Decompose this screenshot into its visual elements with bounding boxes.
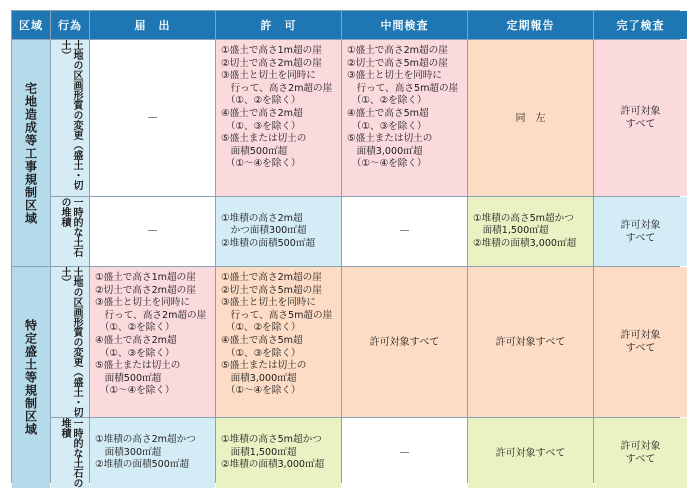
list-line: ②堆積の面積3,000㎡超 bbox=[221, 459, 325, 471]
list-line: ④盛土で高さ2m超 bbox=[221, 107, 303, 119]
header-permit: 許 可 bbox=[216, 11, 341, 39]
r2-land-completion bbox=[594, 267, 687, 417]
act-label-land-2-text: 土地の区画形質の変更（盛土・切土） bbox=[59, 267, 82, 417]
header-act: 行為 bbox=[51, 11, 89, 39]
list-line: ①盛土で高さ2m超の崖 bbox=[221, 272, 322, 283]
list-line: （①、③を除く） bbox=[221, 120, 301, 132]
text-line: すべて bbox=[625, 232, 656, 244]
list-line: ①堆積の高さ2m超 bbox=[221, 212, 303, 224]
list-line: （①～④を除く） bbox=[95, 385, 175, 397]
r1-land-periodic: 同 左 bbox=[468, 40, 593, 196]
list-line: ②切土で高さ2m超の崖 bbox=[95, 284, 196, 296]
act-label-pile bbox=[51, 197, 89, 266]
list-line: 面積3,000㎡超 bbox=[347, 145, 423, 157]
list-line: （①～④を除く） bbox=[347, 158, 427, 170]
list-line: （①、③を除く） bbox=[347, 120, 427, 132]
list-line: ③盛土と切土を同時に bbox=[347, 70, 442, 82]
list-line: ①盛土で高さ2m超の崖 bbox=[347, 45, 448, 56]
act-label-land-text: 土地の区画形質の変更（盛土・切土） bbox=[59, 40, 82, 190]
r2-pile-permit bbox=[216, 418, 341, 488]
text-line: すべて bbox=[625, 454, 656, 465]
list-line: （①～④を除く） bbox=[221, 158, 301, 170]
list-line: （①、③を除く） bbox=[221, 347, 301, 359]
list-line: ①堆積の高さ5m超かつ bbox=[473, 212, 574, 224]
list-line: （①、②を除く） bbox=[221, 322, 301, 334]
list-line: 行って、高さ2m超の崖 bbox=[95, 309, 207, 321]
list-line: （①～④を除く） bbox=[221, 385, 301, 397]
r1-land-interim bbox=[342, 40, 467, 196]
text-line: 許可対象 bbox=[620, 106, 661, 117]
list-line: ③盛土と切土を同時に bbox=[221, 297, 316, 309]
r2-land-interim: 許可対象すべて bbox=[342, 267, 467, 417]
list-line: ④盛土で高さ5m超 bbox=[347, 107, 429, 119]
region-label-residential: 宅地造成等工事規制区域 bbox=[12, 40, 50, 266]
r1-land-notify: － bbox=[90, 40, 215, 196]
list-line: ①堆積の高さ2m超かつ bbox=[95, 434, 196, 446]
text-line: 許可対象 bbox=[620, 330, 661, 341]
list-line: （①、②を除く） bbox=[95, 322, 175, 334]
list-line: 行って、高さ2m超の崖 bbox=[221, 82, 333, 94]
list-line: ②切土で高さ5m超の崖 bbox=[221, 284, 322, 296]
r1-land-permit bbox=[216, 40, 341, 196]
r1-pile-permit bbox=[216, 197, 341, 266]
list-line: 行って、高さ5m超の崖 bbox=[347, 82, 459, 94]
header-completion: 完了検査 bbox=[594, 11, 687, 39]
list-line: 面積3,000㎡超 bbox=[221, 372, 297, 384]
list-line: 面積300㎡超 bbox=[95, 446, 162, 458]
list-line: ⑤盛土または切土の bbox=[347, 133, 433, 145]
list-line: ⑤盛土または切土の bbox=[221, 133, 307, 145]
list-line: ②堆積の面積500㎡超 bbox=[95, 459, 190, 471]
list-line: ④盛土で高さ2m超 bbox=[95, 334, 177, 346]
list-line: 面積1,500㎡超 bbox=[473, 225, 549, 237]
header-notify: 届 出 bbox=[90, 11, 215, 39]
list-line: 面積500㎡超 bbox=[95, 372, 162, 384]
list-line: （①、③を除く） bbox=[95, 347, 175, 359]
list-line: ③盛土と切土を同時に bbox=[95, 297, 190, 309]
r1-pile-periodic bbox=[468, 197, 593, 266]
r2-land-notify bbox=[90, 267, 215, 417]
act-label-pile-2-text: 一時的な土石の堆積 bbox=[59, 418, 82, 488]
r2-pile-notify bbox=[90, 418, 215, 488]
list-line: ⑤盛土または切土の bbox=[221, 360, 307, 372]
r2-land-periodic: 許可対象すべて bbox=[468, 267, 593, 417]
act-label-pile-2 bbox=[51, 418, 89, 488]
list-line: ④盛土で高さ5m超 bbox=[221, 334, 303, 346]
r1-pile-notify: － bbox=[90, 197, 215, 266]
list-line: ①堆積の高さ5m超かつ bbox=[221, 434, 322, 446]
list-line: ③盛土と切土を同時に bbox=[221, 70, 316, 82]
r2-pile-completion bbox=[594, 418, 687, 488]
text-line: すべて bbox=[625, 119, 656, 130]
list-line: かつ面積300㎡超 bbox=[221, 225, 307, 237]
regulation-table bbox=[11, 10, 680, 488]
list-line: ②切土で高さ5m超の崖 bbox=[347, 57, 448, 69]
list-line: 面積500㎡超 bbox=[221, 145, 288, 157]
list-line: ⑤盛土または切土の bbox=[95, 360, 181, 372]
act-label-land bbox=[51, 40, 89, 196]
list-line: 行って、高さ5m超の崖 bbox=[221, 309, 333, 321]
list-line: 面積1,500㎡超 bbox=[221, 446, 297, 458]
act-label-land-2 bbox=[51, 267, 89, 417]
r2-land-permit bbox=[216, 267, 341, 417]
r2-pile-periodic: 許可対象すべて bbox=[468, 418, 593, 488]
header-periodic: 定期報告 bbox=[468, 11, 593, 39]
list-line: ①盛土で高さ1m超の崖 bbox=[95, 272, 196, 283]
r1-land-completion bbox=[594, 40, 687, 196]
act-label-pile-text: 一時的な土石の堆積 bbox=[59, 197, 82, 257]
list-line: ②堆積の面積500㎡超 bbox=[221, 237, 316, 249]
text-line: 許可対象 bbox=[620, 441, 661, 452]
text-line: 許可対象 bbox=[620, 219, 661, 231]
r1-pile-completion bbox=[594, 197, 687, 266]
header-interim: 中間検査 bbox=[342, 11, 467, 39]
text-line: すべて bbox=[625, 343, 656, 354]
list-line: ②切土で高さ2m超の崖 bbox=[221, 57, 322, 69]
list-line: ①盛土で高さ1m超の崖 bbox=[221, 45, 322, 56]
region-label-specified: 特定盛土等規制区域 bbox=[12, 267, 50, 488]
header-area: 区域 bbox=[12, 11, 50, 39]
list-line: ②堆積の面積3,000㎡超 bbox=[473, 237, 577, 249]
r1-pile-interim: － bbox=[342, 197, 467, 266]
list-line: （①、②を除く） bbox=[221, 95, 301, 107]
list-line: （①、②を除く） bbox=[347, 95, 427, 107]
r2-pile-interim: － bbox=[342, 418, 467, 488]
